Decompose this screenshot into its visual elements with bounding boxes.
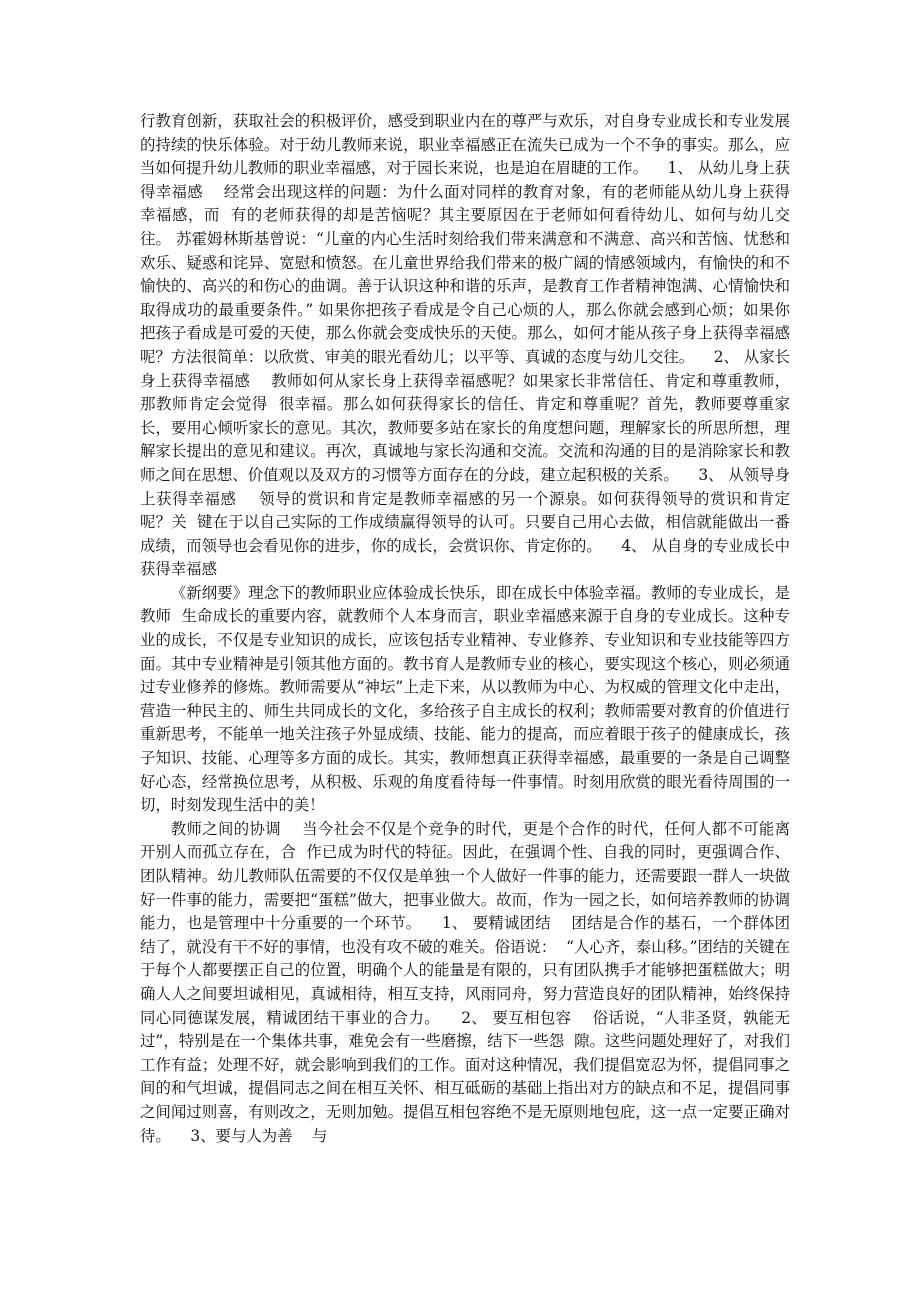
document-body (140, 110, 790, 1148)
paragraph-professional-growth: 《新纲要》理念下的教师职业应体验成长快乐，即在成长中体验幸福。教师的专业成长，是教师 生命成长的重要内容，就教师个人本身而言，职业幸福感来源于自身的专业成长。这种专业的成长，不仅是专业知识的成长，应该包括专业精神、专业修养、专业知识和专业技能等四方面。其中专业精神是引领其他方面的。教书育人是教师专业的核心，要实现这个核心，则必须通过专业修养的修炼。教师需要从“神坛”上走下来，从以教师为中心、为权威的管理文化中走出，营造一种民主的、师生共同成长的文化，多给孩子自主成长的权利；教师需要对教育的价值进行重新思考，不能单一地关注孩子外显成绩、技能、能力的提高，而应着眼于孩子的健康成长，孩子知识、技能、心理等多方面的成长。其实，教师想真正获得幸福感，最重要的一条是自己调整好心态，经常换位思考，从积极、乐观的角度看待每一件事情。时刻用欣赏的眼光看待周围的一切，时刻发现生活中的美！ (140, 583, 790, 815)
paragraph-happiness-sources: 行教育创新，获取社会的积极评价，感受到职业内在的尊严与欢乐，对自身专业成长和专业发展的持续的快乐体验。对于幼儿教师来说，职业幸福感正在流失已成为一个不争的事实。那么，应当如何提升幼儿教师的职业幸福感，对于园长来说，也是迫在眉睫的工作。 1、 从幼儿身上获得幸福感 经常会出现这样的问题：为什么面对同样的教育对象，有的老师能从幼儿身上获得幸福感，而 有的老师获得的却是苦恼呢？其主要原因在于老师如何看待幼儿、如何与幼儿交往。 苏霍姆林斯基曾说：“儿童的内心生活时刻给我们带来满意和不满意、高兴和苦恼、忧愁和欢乐、疑惑和诧异、宽慰和愤怒。在儿童世界给我们带来的极广阔的情感领域内，有愉快的和不愉快的、高兴的和伤心的曲调。善于认识这种和谐的乐声，是教育工作者精神饱满、心情愉快和取得成功的最重要条件。” 如果你把孩子看成是令自己心烦的人，那么你就会感到心烦；如果你把孩子看成是可爱的天使，那么你就会变成快乐的天使。那么，如何才能从孩子身上获得幸福感呢？方法很简单：以欣赏、审美的眼光看幼儿；以平等、真诚的态度与幼儿交往。 2、 从家长身上获得幸福感 教师如何从家长身上获得幸福感呢？如果家长非常信任、肯定和尊重教师，那教师肯定会觉得 很幸福。那么如何获得家长的信任、肯定和尊重呢？首先，教师要尊重家长，要用心倾听家长的意见。其次，教师要多站在家长的角度想问题，理解家长的所思所想，理解家长提出的意见和建议。再次，真诚地与家长沟通和交流。交流和沟通的目的是消除家长和教师之间在思想、价值观以及双方的习惯等方面存在的分歧，建立起积极的关系。 3、 从领导身上获得幸福感 领导的赏识和肯定是教师幸福感的另一个源泉。如何获得领导的赏识和肯定呢？关 键在于以自己实际的工作成绩赢得领导的认可。只要自己用心去做，相信就能做出一番成绩，而领导也会看见你的进步，你的成长，会赏识你、肯定你的。 4、 从自身的专业成长中获得幸福感 (140, 112, 790, 579)
paragraph-teacher-coordination: 教师之间的协调 当今社会不仅是个竞争的时代，更是个合作的时代，任何人都不可能离开别人而孤立存在，合 作已成为时代的特征。因此，在强调个性、自我的同时，更强调合作、团队精神。幼儿教师队伍需要的不仅仅是单独一个人做好一件事的能力，还需要跟一群人一块做好一件事的能力，需要把“蛋糕”做大，把事业做大。故而，作为一园之长，如何培养教师的协调能力，也是管理中十分重要的一个环节。 1、 要精诚团结 团结是合作的基石，一个群体团结了，就没有干不好的事情，也没有攻不破的难关。俗语说： “人心齐，泰山移。”团结的关键在于每个人都要摆正自己的位置，明确个人的能量是有限的，只有团队携手才能够把蛋糕做大；明确人人之间要坦诚相见，真诚相待，相互支持，风雨同舟，努力营造良好的团队精神，始终保持同心同德谋发展，精诚团结干事业的合力。 2、 要互相包容 俗话说，“人非圣贤，孰能无过”，特别是在一个集体共事，难免会有一些磨擦，结下一些怨 隙。这些问题处理好了，对我们工作有益；处理不好，就会影响到我们的工作。面对这种情况，我们提倡宽忍为怀，提倡同事之间的和气坦诚，提倡同志之间在相互关怀、相互砥砺的基础上指出对方的缺点和不足，提倡同事之间闻过则喜，有则改之，无则加勉。提倡互相包容绝不是无原则地包庇，这一点一定要正确对待。 3、要与人为善 与 (140, 819, 790, 1145)
